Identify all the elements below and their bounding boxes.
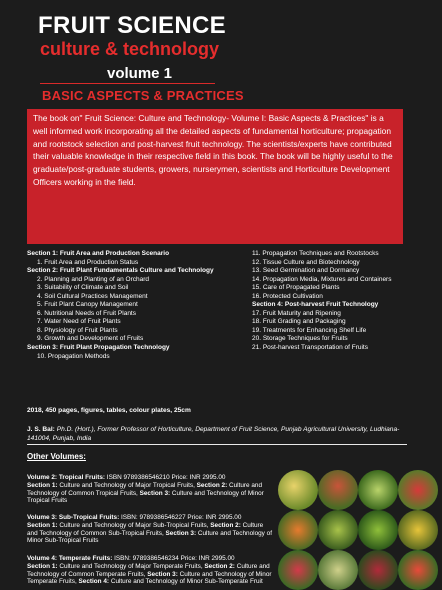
volume-3-sec1-text: Culture and Technology of Major Sub-Tropical Fruits, [57, 521, 211, 529]
volume-title: BASIC ASPECTS & PRACTICES [42, 88, 244, 103]
volume-4-sec3-text: Culture and Technology of Minor Temperate Fruits, [27, 570, 272, 586]
volume-2-isbn: ISBN 9789386546210 Price: INR 2995.00 [105, 474, 226, 481]
contents-item: 12. Tissue Culture and Biotechnology [252, 258, 360, 266]
volume-2-block [27, 474, 272, 505]
fruit-photo-8 [398, 510, 438, 550]
volume-3-block [27, 514, 272, 545]
fruit-photo-5 [278, 510, 318, 550]
description-box [27, 109, 403, 244]
contents-item: 15. Care of Propagated Plants [252, 284, 340, 292]
volume-4-sec4-text: Culture and Technology of Minor Sub-Temperate Fruit [109, 578, 263, 586]
author-divider [27, 444, 407, 445]
volume-label: volume 1 [107, 65, 173, 82]
other-volumes-heading: Other Volumes: [27, 452, 86, 461]
contents-item: 13. Seed Germination and Dormancy [252, 267, 360, 275]
fruit-photo-2 [318, 470, 358, 510]
contents-item: 21. Post-harvest Transportation of Fruits [252, 344, 368, 352]
author-name: J. S. Bal: [27, 426, 55, 433]
volume-2-sec1: Section 1: [27, 481, 58, 489]
author-credit [27, 425, 407, 443]
volume-4-isbn: ISBN: 9789386546234 Price: INR 2995.00 [112, 555, 235, 562]
fruit-photo-6 [318, 510, 358, 550]
contents-right-column [252, 250, 432, 353]
contents-item: 20. Storage Techniques for Fruits [252, 335, 348, 343]
contents-item: 5. Fruit Plant Canopy Management [37, 301, 138, 309]
contents-item: 16. Protected Cultivation [252, 292, 323, 300]
contents-item: 6. Nutritional Needs of Fruit Plants [37, 309, 136, 317]
volume-4-sec3: Section 3: [147, 570, 178, 578]
volume-4-sec4: Section 4: [78, 578, 110, 586]
volume-4-title: Volume 4: Temperate Fruits: [27, 555, 113, 562]
fruit-photo-12 [398, 550, 438, 590]
contents-item: 18. Fruit Grading and Packaging [252, 318, 346, 326]
contents-item: 10. Propagation Methods [37, 352, 110, 360]
volume-3-sec2: Section 2: [210, 521, 241, 529]
contents-section-heading: Section 3: Fruit Plant Propagation Technology [27, 344, 170, 352]
volume-2-sec2-text: Culture and Technology of Common Tropical Fruits, [27, 481, 263, 497]
contents-item: 17. Fruit Maturity and Ripening [252, 309, 341, 317]
fruit-photo-4 [398, 470, 438, 510]
contents-item: 7. Water Need of Fruit Plants [37, 318, 121, 326]
volume-2-sec1-text: Culture and Technology of Major Tropical Fruits, [57, 481, 197, 489]
description-text: The book on" Fruit Science: Culture and Technology- Volume I: Basic Aspects & Practices" is a well informed work incorporating all the detailed aspects of fundamental horticulture; propagation and rootstock selection and post-harvest fruit technology. The scientists/experts have contributed their valuable knowledge in their respective field in this book. The book will be highly useful to the graduate/post-graduate students, growers, nurserymen, scientists and Horticulture Development Officers working in the field. [33, 113, 393, 187]
volume-3-title: Volume 3: Sub-Tropical Fruits: [27, 514, 120, 521]
volume-2-sec3: Section 3: [139, 489, 171, 497]
volume-3-sec2-text: Culture and Technology of Common Sub-Tropical Fruits, [27, 521, 264, 537]
volume-2-title: Volume 2: Tropical Fruits: [27, 474, 106, 481]
book-title: FRUIT SCIENCE [38, 12, 226, 39]
contents-item: 1. Fruit Area and Production Status [37, 258, 139, 266]
volume-4-sec1-text: Culture and Technology of Major Temperate Fruits, [57, 562, 205, 570]
contents-item: 11. Propagation Techniques and Rootstocks [252, 250, 379, 257]
author-details: Ph.D. (Hort.), Former Professor of Horticulture, Department of Fruit Science, Punjab Agricultural University, Ludhiana-141004, Punjab, India [27, 426, 400, 442]
volume-4-sec2-text: Culture and Technology of Common Temperate Fruits, [27, 562, 270, 578]
volume-3-sec3: Section 3: [165, 529, 197, 537]
contents-item: 14. Propagation Media, Mixtures and Containers [252, 275, 392, 283]
volume-4-sec2: Section 2: [204, 562, 235, 570]
volume-3-isbn: ISBN: 9789386546227 Price: INR 2995.00 [119, 514, 242, 521]
fruit-photo-10 [318, 550, 358, 590]
fruit-photo-11 [358, 550, 398, 590]
fruit-photo-9 [278, 550, 318, 590]
contents-item: 8. Physiology of Fruit Plants [37, 326, 118, 334]
fruit-photo-3 [358, 470, 398, 510]
book-info: 2018, 450 pages, figures, tables, colour plates, 25cm [27, 407, 191, 414]
volume-2-sec2: Section 2: [196, 481, 228, 489]
contents-item: 3. Suitability of Climate and Soil [37, 284, 129, 292]
volume-3-sec3-text: Culture and Technology of Minor Sub-Tropical Fruits [27, 529, 272, 545]
volume-4-block [27, 555, 272, 586]
fruit-photo-7 [358, 510, 398, 550]
contents-item: 19. Treatments for Enhancing Shelf Life [252, 326, 367, 334]
contents-item: 9. Growth and Development of Fruits [37, 335, 144, 343]
contents-item: 2. Planning and Planting of an Orchard [37, 275, 150, 283]
contents-left-column [27, 250, 237, 361]
volume-2-sec3-text: Culture and Technology of Minor Tropical Fruits [27, 489, 264, 505]
volume-underline [40, 83, 215, 84]
contents-item: 4. Soil Cultural Practices Management [37, 292, 148, 300]
contents-section-heading: Section 4: Post-harvest Fruit Technology [252, 301, 379, 309]
volume-4-sec1: Section 1: [27, 562, 58, 570]
volume-3-sec1: Section 1: [27, 521, 58, 529]
book-subtitle: culture & technology [40, 39, 220, 59]
contents-section-heading: Section 2: Fruit Plant Fundamentals Culture and Technology [27, 267, 214, 275]
fruit-photo-1 [278, 470, 318, 510]
contents-section-heading: Section 1: Fruit Area and Production Scenario [27, 250, 170, 257]
